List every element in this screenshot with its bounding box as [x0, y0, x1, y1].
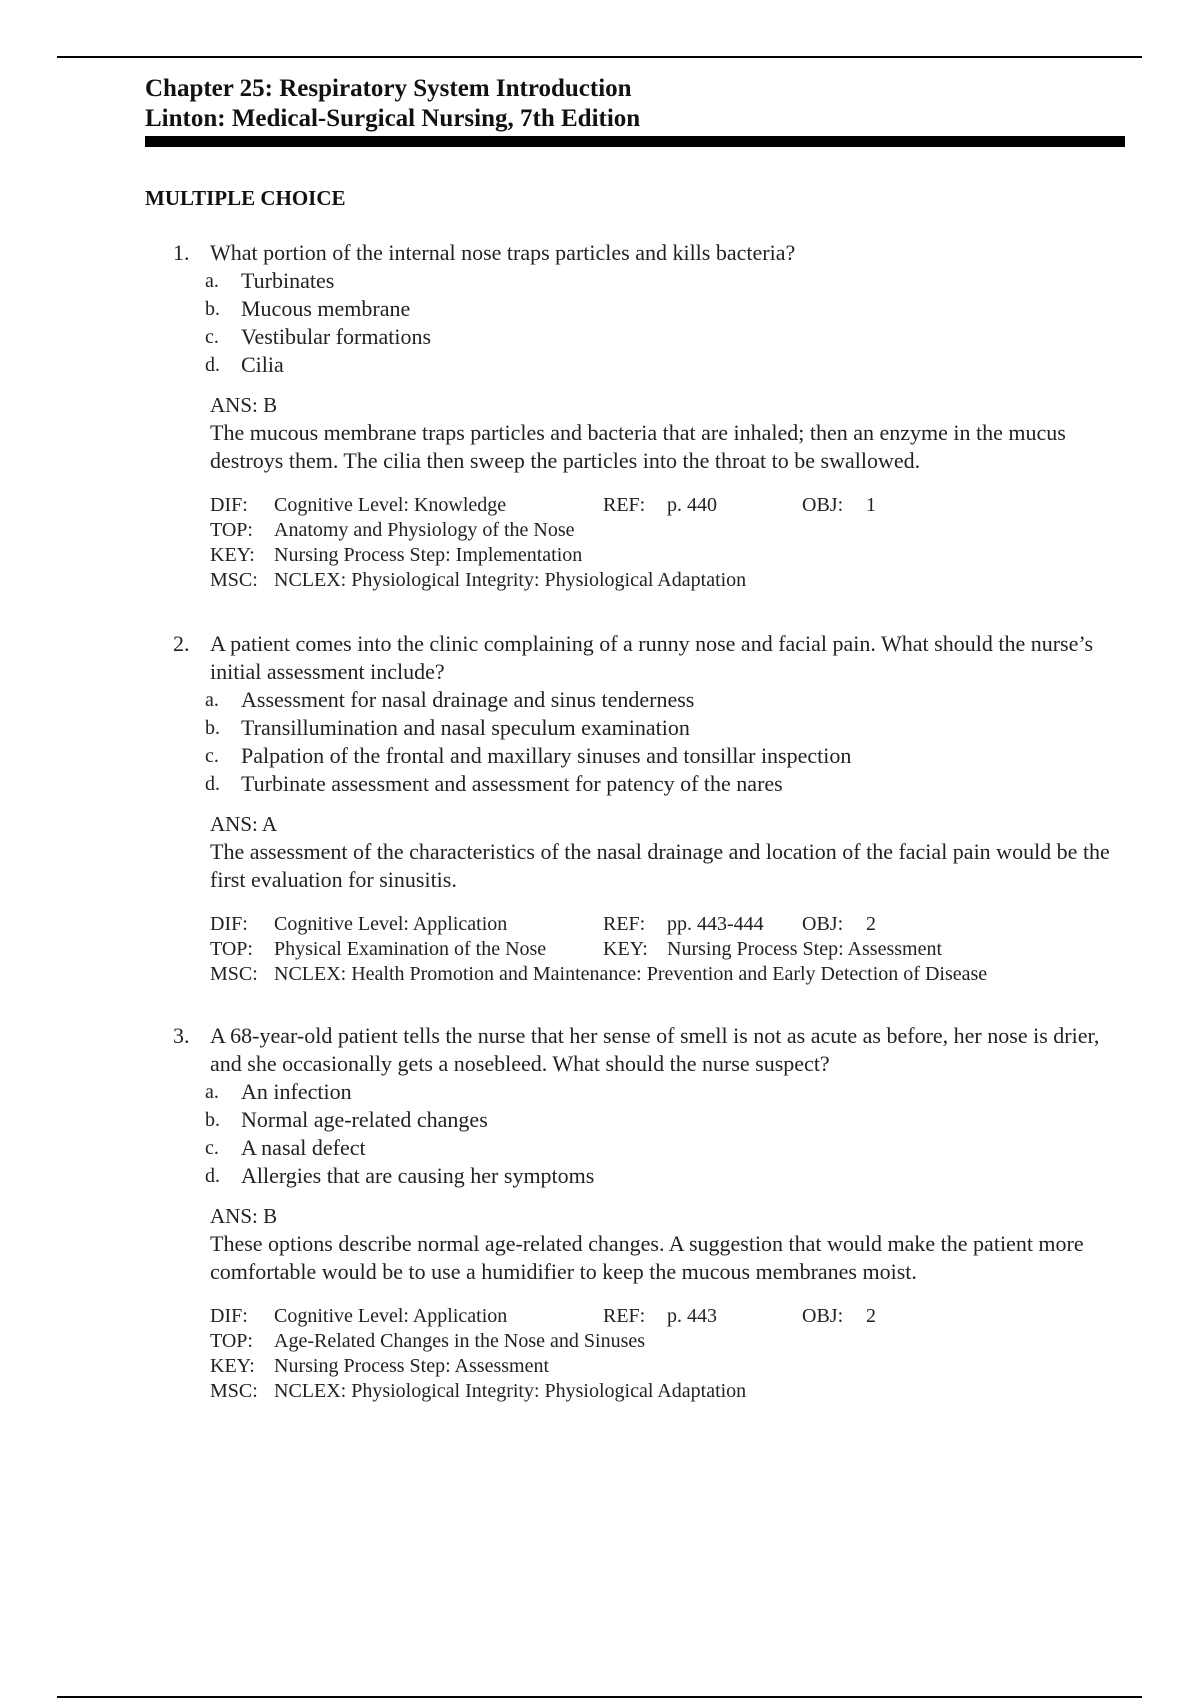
dif-value: Cognitive Level: Application [274, 1305, 508, 1327]
option-text: Transillumination and nasal speculum examination [241, 715, 690, 740]
key-label: KEY: [210, 1355, 255, 1377]
option-letter: d. [205, 354, 220, 376]
answer: ANS: B [210, 393, 278, 417]
option-c [145, 1134, 1125, 1162]
option-letter: c. [205, 326, 219, 348]
question-2 [145, 630, 1125, 987]
answer: ANS: A [210, 812, 278, 836]
option-text: Mucous membrane [241, 296, 411, 321]
question-3 [145, 1022, 1125, 1404]
dif-label: DIF: [210, 494, 248, 516]
question-metadata [210, 493, 1125, 593]
option-text: An infection [241, 1079, 352, 1104]
rationale: These options describe normal age-related changes. A suggestion that would make the patient more comfortable would be to use a humidifier to keep the mucous membranes moist. [210, 1231, 1084, 1284]
question-stem [145, 1022, 1125, 1078]
question-text: A 68-year-old patient tells the nurse that her sense of smell is not as acute as before, her nose is drier, and she occasionally gets a nosebleed. What should the nurse suspect? [210, 1023, 1100, 1076]
dif-value: Cognitive Level: Knowledge [274, 494, 507, 516]
msc-value: NCLEX: Physiological Integrity: Physiological Adaptation [274, 1380, 747, 1402]
ref-label: REF: [603, 1305, 646, 1327]
ref-value: p. 440 [667, 494, 717, 516]
option-c [145, 742, 1125, 770]
msc-label: MSC: [210, 1380, 258, 1402]
option-text: Palpation of the frontal and maxillary sinuses and tonsillar inspection [241, 743, 852, 768]
option-text: Allergies that are causing her symptoms [241, 1163, 595, 1188]
option-letter: c. [205, 745, 219, 767]
msc-label: MSC: [210, 569, 258, 591]
document-header [145, 74, 1125, 147]
option-letter: b. [205, 717, 220, 739]
option-a [145, 267, 1125, 295]
question-1 [145, 239, 1125, 593]
obj-label: OBJ: [802, 913, 844, 935]
ref-label: REF: [603, 913, 646, 935]
option-letter: a. [205, 1081, 219, 1103]
top-label: TOP: [210, 1330, 253, 1352]
section-title: MULTIPLE CHOICE [145, 186, 346, 210]
question-metadata [210, 912, 1125, 987]
option-b [145, 295, 1125, 323]
top-value: Age-Related Changes in the Nose and Sinuses [274, 1330, 646, 1352]
ref-value: pp. 443-444 [667, 913, 764, 935]
question-stem [145, 630, 1125, 686]
option-d [145, 1162, 1125, 1190]
question-number: 3. [173, 1023, 190, 1048]
key-value: Nursing Process Step: Assessment [274, 1355, 549, 1377]
bottom-rule [57, 1696, 1142, 1698]
msc-label: MSC: [210, 963, 258, 985]
option-text: Turbinate assessment and assessment for patency of the nares [241, 771, 783, 796]
option-b [145, 1106, 1125, 1134]
option-text: Cilia [241, 352, 284, 377]
option-letter: d. [205, 773, 220, 795]
option-letter: b. [205, 1109, 220, 1131]
option-text: A nasal defect [241, 1135, 366, 1160]
obj-label: OBJ: [802, 494, 844, 516]
question-text: What portion of the internal nose traps particles and kills bacteria? [210, 240, 796, 265]
dif-value: Cognitive Level: Application [274, 913, 508, 935]
option-b [145, 714, 1125, 742]
top-label: TOP: [210, 519, 253, 541]
option-text: Normal age-related changes [241, 1107, 488, 1132]
option-text: Assessment for nasal drainage and sinus tenderness [241, 687, 695, 712]
book-title: Linton: Medical-Surgical Nursing, 7th Edition [145, 105, 641, 132]
key-label: KEY: [210, 544, 255, 566]
option-d [145, 770, 1125, 798]
rationale: The assessment of the characteristics of the nasal drainage and location of the facial pain would be the first evaluation for sinusitis. [210, 839, 1110, 892]
option-text: Turbinates [241, 268, 335, 293]
question-metadata [210, 1304, 1125, 1404]
top-value: Anatomy and Physiology of the Nose [274, 519, 575, 541]
header-bar [145, 136, 1125, 147]
option-d [145, 351, 1125, 379]
option-text: Vestibular formations [241, 324, 432, 349]
key-value: Nursing Process Step: Assessment [667, 938, 942, 960]
option-letter: c. [205, 1137, 219, 1159]
msc-value: NCLEX: Physiological Integrity: Physiological Adaptation [274, 569, 747, 591]
obj-value: 2 [866, 1305, 876, 1327]
top-label: TOP: [210, 938, 253, 960]
option-letter: a. [205, 689, 219, 711]
msc-value: NCLEX: Health Promotion and Maintenance: Prevention and Early Detection of Disease [274, 963, 988, 985]
dif-label: DIF: [210, 1305, 248, 1327]
chapter-title: Chapter 25: Respiratory System Introduction [145, 75, 632, 102]
top-rule [57, 56, 1142, 58]
key-label: KEY: [603, 938, 648, 960]
obj-value: 1 [866, 494, 876, 516]
question-stem [145, 239, 1125, 267]
option-letter: d. [205, 1165, 220, 1187]
obj-value: 2 [866, 913, 876, 935]
option-letter: b. [205, 298, 220, 320]
top-value: Physical Examination of the Nose [274, 938, 547, 960]
option-a [145, 1078, 1125, 1106]
ref-value: p. 443 [667, 1305, 717, 1327]
option-c [145, 323, 1125, 351]
question-number: 2. [173, 631, 190, 656]
dif-label: DIF: [210, 913, 248, 935]
question-number: 1. [173, 240, 190, 265]
option-a [145, 686, 1125, 714]
obj-label: OBJ: [802, 1305, 844, 1327]
ref-label: REF: [603, 494, 646, 516]
rationale: The mucous membrane traps particles and bacteria that are inhaled; then an enzyme in the mucus destroys them. The cilia then sweep the particles into the throat to be swallowed. [210, 420, 1066, 473]
key-value: Nursing Process Step: Implementation [274, 544, 583, 566]
question-text: A patient comes into the clinic complaining of a runny nose and facial pain. What should the nurse’s initial assessment include? [210, 631, 1094, 684]
answer: ANS: B [210, 1204, 278, 1228]
option-letter: a. [205, 270, 219, 292]
